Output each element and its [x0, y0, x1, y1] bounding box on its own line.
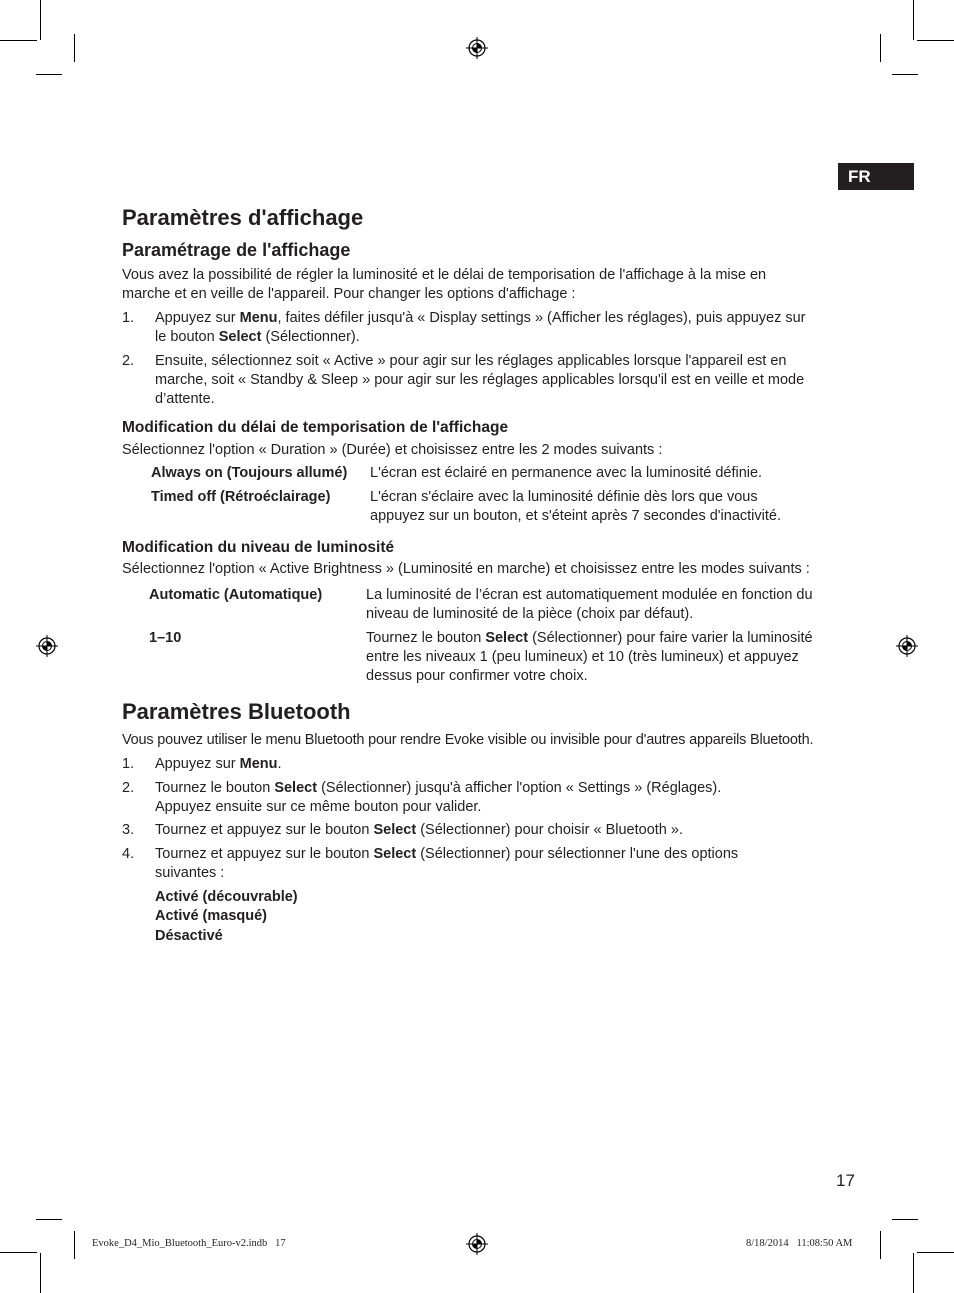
crop-mark [917, 1252, 954, 1253]
registration-mark-icon [466, 1233, 488, 1255]
registration-mark-icon [896, 635, 918, 657]
definition-term: Always on (Toujours allumé) [151, 465, 348, 481]
subsection-title-setup: Paramétrage de l'affichage [122, 240, 351, 260]
list-number: 2. [122, 780, 135, 796]
list-item: Tournez et appuyez sur le bouton Select (Sélectionner) pour sélectionner l'une des options suivantes : [155, 846, 739, 881]
crop-mark [36, 1219, 62, 1220]
list-item: Ensuite, sélectionnez soit « Active » pour agir sur les réglages applicables lorsque l'appareil est en marche, soit « Standby & Sleep » pour agir sur les réglages applicables lorsqu'il est en veille et mode d’attente. [155, 353, 805, 407]
list-item: Appuyez sur Menu, faites défiler jusqu'à « Display settings » (Afficher les réglages), puis appuyez sur le bouton Select (Sélectionner). [155, 310, 806, 345]
list-item: Tournez et appuyez sur le bouton Select (Sélectionner) pour choisir « Bluetooth ». [155, 822, 683, 838]
crop-mark [0, 40, 37, 41]
subsection-title-brightness: Modification du niveau de luminosité [122, 539, 395, 556]
crop-mark [74, 34, 75, 62]
crop-mark [74, 1231, 75, 1259]
list-number: 4. [122, 846, 135, 862]
crop-mark [40, 1253, 41, 1293]
crop-mark [892, 1219, 918, 1220]
list-number: 2. [122, 353, 135, 369]
list-item: Appuyez sur Menu. [155, 756, 282, 772]
section-title-display: Paramètres d'affichage [122, 205, 364, 230]
crop-mark [880, 34, 881, 62]
paragraph-timeout-intro: Sélectionnez l'option « Duration » (Durée) et choisissez entre les 2 modes suivants : [122, 442, 663, 458]
crop-mark [36, 74, 62, 75]
subsection-title-timeout: Modification du délai de temporisation de l'affichage [122, 419, 509, 436]
list-item: Tournez le bouton Select (Sélectionner) jusqu'à afficher l'option « Settings » (Réglages). Appuyez ensuite sur ce même bouton pour valider. [155, 780, 722, 815]
footer-timestamp: 8/18/2014 11:08:50 AM [746, 1238, 853, 1249]
definition-text: La luminosité de l’écran est automatiquement modulée en fonction du niveau de luminosité de la pièce (choix par défaut). [366, 587, 813, 622]
paragraph-intro: Vous avez la possibilité de régler la luminosité et le délai de temporisation de l'affichage à la mise en marche et en veille de l'appareil. Pour changer les options d'affichage : [122, 267, 767, 302]
definition-term: 1–10 [149, 630, 182, 646]
definition-text: L'écran est éclairé en permanence avec la luminosité définie. [370, 465, 763, 481]
registration-mark-icon [466, 37, 488, 59]
definition-term: Timed off (Rétroéclairage) [151, 489, 331, 505]
definition-text: Tournez le bouton Select (Sélectionner) pour faire varier la luminosité entre les niveaux 1 (peu lumineux) et 10 (très lumineux) et appuyez dessus pour confirmer votre choix. [366, 630, 813, 684]
registration-mark-icon [36, 635, 58, 657]
crop-mark [913, 0, 914, 40]
bluetooth-option: Activé (masqué) [155, 908, 268, 924]
list-number: 3. [122, 822, 135, 838]
definition-term: Automatic (Automatique) [149, 587, 323, 603]
footer-file-info: Evoke_D4_Mio_Bluetooth_Euro-v2.indb 17 [92, 1238, 286, 1249]
crop-mark [0, 1252, 37, 1253]
paragraph-bluetooth-intro: Vous pouvez utiliser le menu Bluetooth pour rendre Evoke visible ou invisible pour d'autres appareils Bluetooth. [122, 732, 814, 748]
crop-mark [880, 1231, 881, 1259]
definition-text: L'écran s'éclaire avec la luminosité définie dès lors que vous appuyez sur un bouton, et s'éteint après 7 secondes d'inactivité. [370, 489, 781, 524]
crop-mark [913, 1253, 914, 1293]
list-number: 1. [122, 756, 135, 772]
list-number: 1. [122, 310, 135, 326]
paragraph-brightness-intro: Sélectionnez l'option « Active Brightness » (Luminosité en marche) et choisissez entre les modes suivants : [122, 561, 810, 577]
section-title-bluetooth: Paramètres Bluetooth [122, 699, 351, 724]
bluetooth-option: Activé (découvrable) [155, 889, 298, 905]
page-number: 17 [836, 1171, 855, 1190]
bluetooth-option: Désactivé [155, 928, 223, 944]
crop-mark [917, 40, 954, 41]
crop-mark [892, 74, 918, 75]
crop-mark [40, 0, 41, 40]
language-tab: FR [838, 163, 914, 190]
